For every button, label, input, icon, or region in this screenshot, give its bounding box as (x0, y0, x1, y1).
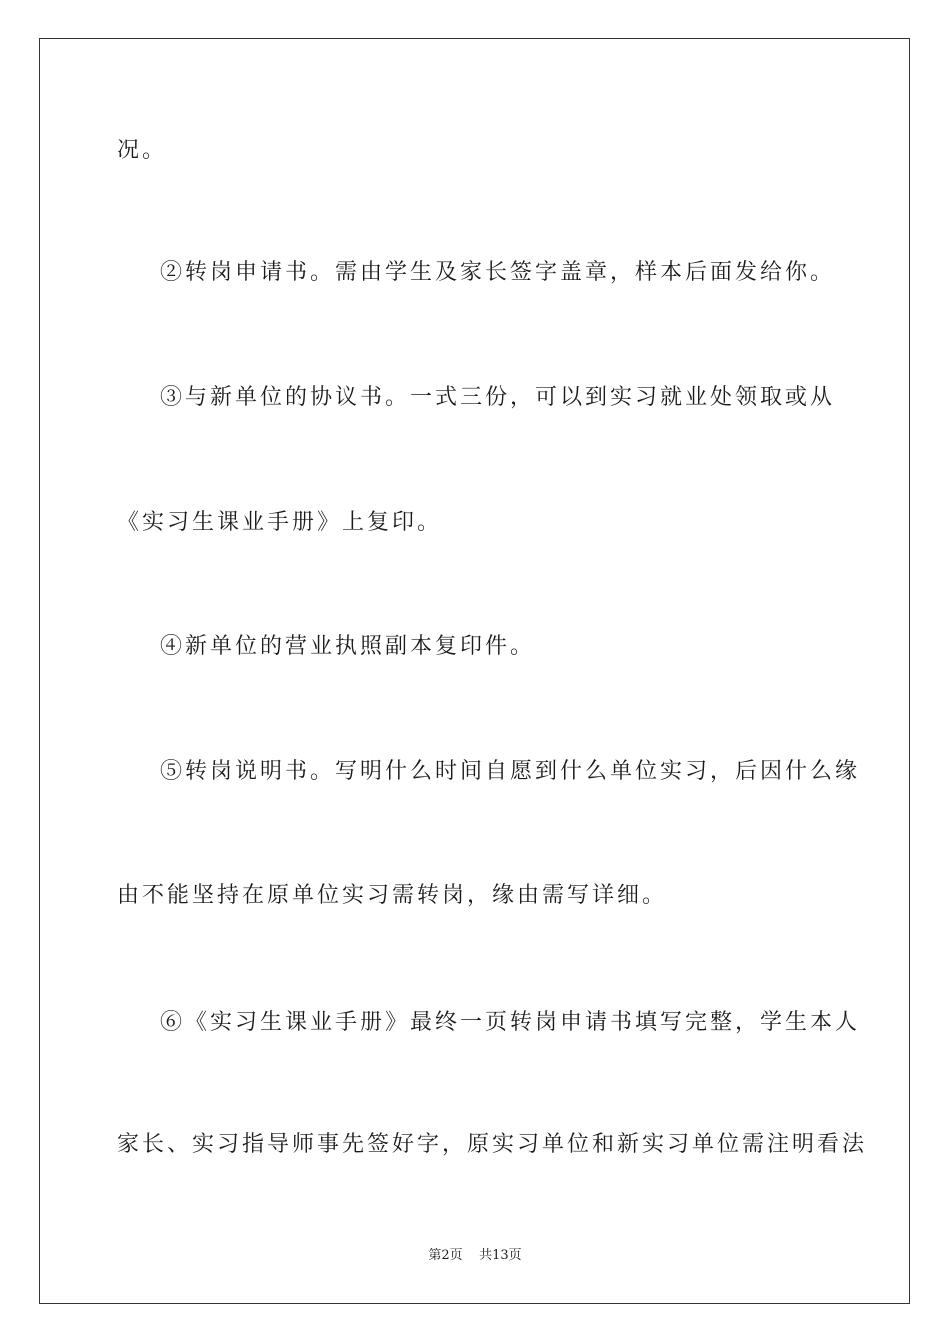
total-pages: 共13页 (479, 1248, 522, 1263)
page-border (39, 38, 910, 1304)
text-line: 由不能坚持在原单位实习需转岗，缘由需写详细。 (117, 883, 668, 908)
page-number: 第2页 (428, 1248, 463, 1263)
text-line: ②转岗申请书。需由学生及家长签字盖章，样本后面发给你。 (160, 260, 836, 285)
text-line: ③与新单位的协议书。一式三份，可以到实习就业处领取或从 (160, 385, 836, 410)
text-line: 家长、实习指导师事先签好字，原实习单位和新实习单位需注明看法 (117, 1132, 868, 1157)
text-line: ⑥《实习生课业手册》最终一页转岗申请书填写完整，学生本人 (160, 1010, 861, 1035)
page-footer (0, 1247, 950, 1265)
text-line: ⑤转岗说明书。写明什么时间自愿到什么单位实习，后因什么缘 (160, 759, 861, 784)
text-line: ④新单位的营业执照副本复印件。 (160, 634, 536, 659)
text-line: 《实习生课业手册》上复印。 (117, 510, 443, 535)
text-line: 况。 (117, 138, 168, 163)
